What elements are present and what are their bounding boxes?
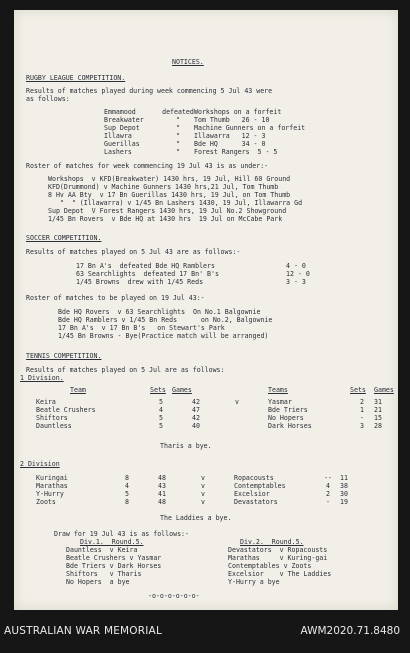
soccer-intro: Results of matches played on 5 Jul 43 are as follows:- — [26, 248, 241, 256]
team: Guerillas — [104, 140, 140, 148]
table-row — [36, 414, 394, 422]
column-header: Games — [172, 386, 192, 394]
verb: " — [176, 132, 180, 140]
team: Kuringai — [36, 474, 68, 482]
soccer-results — [76, 262, 310, 286]
sets: 4 — [326, 482, 330, 490]
team: Ropacousts — [234, 474, 274, 482]
verb: defeated — [162, 108, 194, 116]
soccer-heading: SOCCER COMPETITION. — [26, 234, 102, 242]
games: 38 — [340, 482, 348, 490]
column-header: Games — [374, 386, 394, 394]
team: Bde Triers — [268, 406, 308, 414]
sets: 4 — [159, 406, 163, 414]
games: 48 — [158, 498, 166, 506]
list-item — [104, 116, 305, 124]
tennis-heading: TENNIS COMPETITION. — [26, 352, 102, 360]
list-item — [104, 148, 305, 156]
draw-div1-heading: Div.1. Round.5. — [80, 538, 144, 546]
table-row — [36, 398, 394, 406]
end-marker: -o-o-o-o-o-o- — [148, 592, 200, 600]
list-item: Excelsior v The Laddies — [228, 570, 332, 578]
sets: 5 — [159, 422, 163, 430]
games: 19 — [340, 498, 348, 506]
verb: " — [176, 124, 180, 132]
table-row — [36, 482, 348, 490]
list-item — [104, 132, 305, 140]
sets: 1 — [360, 406, 364, 414]
div1-table — [36, 386, 394, 430]
versus — [220, 422, 254, 430]
sets: 8 — [125, 498, 129, 506]
div2-table — [36, 474, 348, 506]
rugby-intro: Results of matches played during week commencing 5 Jul 43 were — [26, 87, 273, 95]
games: 48 — [158, 474, 166, 482]
sets: - — [326, 498, 330, 506]
team: Devastators — [234, 498, 278, 506]
rugby-results — [104, 108, 305, 156]
versus — [220, 414, 254, 422]
div2-bye: The Laddies a bye. — [160, 514, 232, 522]
table-row — [36, 490, 348, 498]
footer-bar — [0, 613, 410, 653]
list-item: Bde Triers v Dark Horses — [66, 562, 162, 570]
result: Workshops on a forfeit — [194, 108, 282, 116]
list-item: Shiftors v Tharis — [66, 570, 142, 578]
div1-label: 1 Division. — [20, 374, 64, 382]
verb: " — [176, 148, 180, 156]
result: Machine Gunners on a forfeit — [194, 124, 306, 132]
games: 30 — [340, 490, 348, 498]
footer-accession-number: AWM2020.71.8480 — [300, 625, 400, 637]
team: No Hopers — [268, 414, 304, 422]
result: 63 Searchlights defeated 17 Bn' B's — [76, 270, 219, 278]
column-header: Sets — [150, 386, 166, 394]
page-title: NOTICES. — [172, 58, 204, 66]
games: 21 — [374, 406, 382, 414]
verb: " — [176, 116, 180, 124]
games: 41 — [158, 490, 166, 498]
score: 3 - 3 — [286, 278, 306, 286]
footer-source: AUSTRALIAN WAR MEMORIAL — [4, 625, 162, 637]
games: 47 — [192, 406, 200, 414]
list-item: Devastators v Ropacousts — [228, 546, 328, 554]
versus: v — [201, 498, 205, 506]
games: 31 — [374, 398, 382, 406]
sets: 5 — [125, 490, 129, 498]
team: Marathas — [36, 482, 68, 490]
team: Sup Depot — [104, 124, 140, 132]
sets: 5 — [159, 398, 163, 406]
list-item: KFD(Drummond) v Machine Gunners 1430 hrs,21 Jul, Tom Thumb — [48, 183, 279, 191]
score: 4 - 0 — [286, 262, 306, 270]
team: Lashers — [104, 148, 132, 156]
team: Emmamood — [104, 108, 136, 116]
team: Dauntless — [36, 422, 72, 430]
team: Shiftors — [36, 414, 68, 422]
soccer-roster-intro: Roster of matches to be played on 19 Jul 43:- — [26, 294, 205, 302]
team: Yasmar — [268, 398, 292, 406]
list-item: 1/45 Bn Browns - Bye(Practice match will be arranged) — [58, 332, 269, 340]
list-item: Sup Depot V Forest Rangers 1430 hrs, 19 Jul No.2 Showground — [48, 207, 287, 215]
versus: v — [235, 398, 239, 406]
rugby-intro-2: as follows: — [26, 95, 70, 103]
table-row — [36, 498, 348, 506]
draw-div2-heading: Div.2. Round.5. — [240, 538, 304, 546]
list-item — [76, 278, 310, 286]
score: 12 - 0 — [286, 270, 310, 278]
list-item: " " (Illawarra) v 1/45 Bn Lashers 1430, 19 Jul, Illawarra Gd — [48, 199, 303, 207]
result: Bde HQ 34 - 0 — [194, 140, 266, 148]
games: 42 — [192, 414, 200, 422]
list-item: 8 Hv AA Bty v 17 Bn Guerillas 1430 hrs, 19 Jul, on Tom Thumb — [48, 191, 291, 199]
team: Excelsior — [234, 490, 270, 498]
list-item: Contemptables v Zoots — [228, 562, 312, 570]
result: Forest Rangers 5 - 5 — [194, 148, 278, 156]
result: 17 Bn A's defeated Bde HQ Ramblers — [76, 262, 215, 270]
column-header: Teams — [268, 386, 288, 394]
list-item — [104, 124, 305, 132]
team: Zoots — [36, 498, 56, 506]
versus: v — [201, 490, 205, 498]
list-item: Dauntless v Keira — [66, 546, 138, 554]
sets: 8 — [125, 474, 129, 482]
list-item — [76, 262, 310, 270]
result: 1/45 Browns drew with 1/45 Reds — [76, 278, 204, 286]
document-page — [14, 10, 398, 610]
list-item — [104, 140, 305, 148]
sets: 2 — [360, 398, 364, 406]
list-item: 17 Bn A's v 17 Bn B's on Stewart's Park — [58, 324, 225, 332]
list-item: Bde HQ Rovers v 63 Searchlights On No.1 Balgownie — [58, 308, 261, 316]
sets: 4 — [125, 482, 129, 490]
versus: v — [201, 474, 205, 482]
list-item: Y-Hurry a bye — [228, 578, 280, 586]
sets: 3 — [360, 422, 364, 430]
list-item: Marathas v Kuring-gai — [228, 554, 328, 562]
table-row — [36, 422, 394, 430]
list-item: 1/45 Bn Rovers v Bde HQ at 1430 hrs 19 Jul on McCabe Park — [48, 215, 283, 223]
verb: " — [176, 140, 180, 148]
table-row — [36, 474, 348, 482]
games: 28 — [374, 422, 382, 430]
games: 43 — [158, 482, 166, 490]
list-item — [76, 270, 310, 278]
column-header: Sets — [350, 386, 366, 394]
table-header — [36, 386, 394, 394]
list-item: Workshops v KFD(Breakwater) 1430 hrs, 19 Jul, Hill 60 Ground — [48, 175, 291, 183]
table-row — [36, 406, 394, 414]
rugby-heading: RUGBY LEAGUE COMPETITION. — [26, 74, 126, 82]
team: Illawra — [104, 132, 132, 140]
div2-label: 2 Division — [20, 460, 60, 468]
team: Beatle Crushers — [36, 406, 96, 414]
games: 15 — [374, 414, 382, 422]
result: Illawarra 12 - 3 — [194, 132, 266, 140]
div1-bye: Tharis a bye. — [160, 442, 212, 450]
result: Tom Thumb 26 - 10 — [194, 116, 270, 124]
sets: 5 — [159, 414, 163, 422]
column-header: Team — [70, 386, 86, 394]
versus — [220, 406, 254, 414]
team: Breakwater — [104, 116, 144, 124]
games: 40 — [192, 422, 200, 430]
tennis-intro: Results of matches played on 5 Jul are as follows: — [26, 366, 225, 374]
list-item: Beatle Crushers v Yasmar — [66, 554, 162, 562]
sets: 2 — [326, 490, 330, 498]
sets: - — [360, 414, 364, 422]
sets: -- — [324, 474, 332, 482]
list-item: Bde HQ Ramblers v 1/45 Bn Reds on No.2, Balgownie — [58, 316, 273, 324]
team: Contemptables — [234, 482, 286, 490]
games: 11 — [340, 474, 348, 482]
rugby-roster-intro: Roster of matches for week commencing 19 Jul 43 is as under:- — [26, 162, 269, 170]
list-item — [104, 108, 305, 116]
team: Keira — [36, 398, 56, 406]
games: 42 — [192, 398, 200, 406]
versus: v — [201, 482, 205, 490]
list-item: No Hopers a bye — [66, 578, 130, 586]
draw-intro: Draw for 19 Jul 43 is as follows:- — [54, 530, 189, 538]
team: Dark Horses — [268, 422, 312, 430]
team: Y-Hurry — [36, 490, 64, 498]
